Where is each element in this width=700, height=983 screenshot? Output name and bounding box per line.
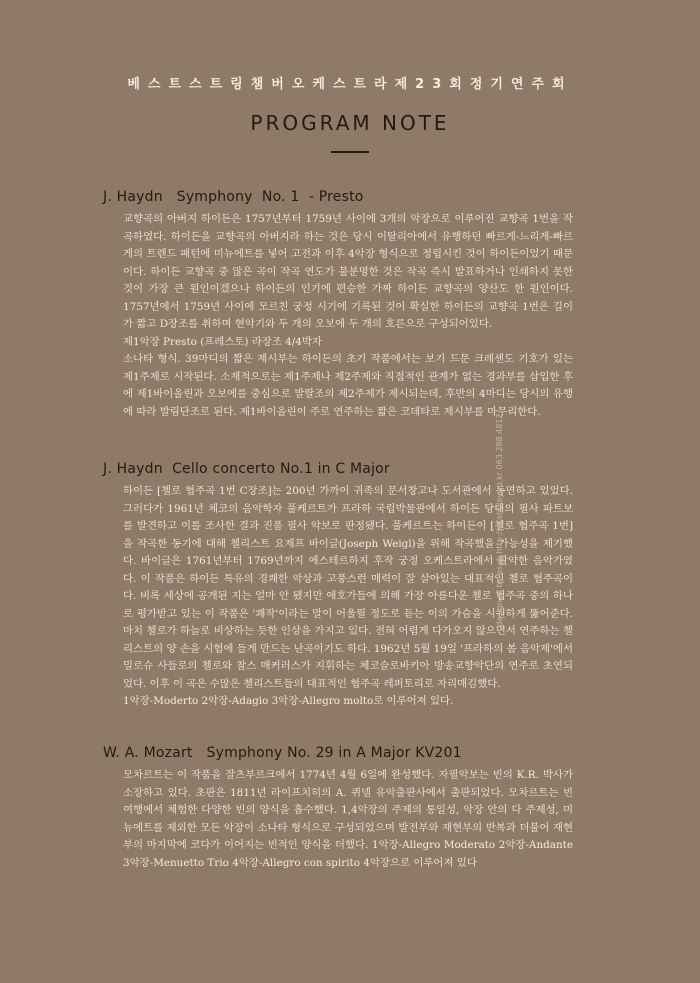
paragraph: 하이든 [첼로 협주곡 1번 C장조]는 200년 가까이 귀족의 문서창고나 도서관에서 동면하고 있었다. 그러다가 1961년 체코의 음악학자 풀케르트가 프라하 국립박물관에서 하이든 당대의 필사 파트보를 발견하고 이를 조사한 결과 진품 필사 악보로 판정됐다. 풀케르트는 하이든이 [첼로 협주곡 1번]을 작곡한 동기에 대해 첼리스트 요제프 바이글(Joseph Weigl)을 위해 작곡했을 가능성을 제기했다. 바이글은 1761년부터 1769년까지 에스테르하지 후작 궁정 오케스트라에서 활약한 음악가였다. 이 작품은 하이든 특유의 경쾌한 악상과 고풍스런 매력이 잘 살아있는 대표적인 첼로 협주곡이다. 비록 세상에 공개된 지는 얼마 안 됐지만 애호가들에 의해 가장 아름다운 첼로 협주곡 중의 하나로 평가받고 있는 이 작품은 '쾌작'이라는 말이 어울릴 정도로 듣는 이의 가슴을 시원하게 뚫어준다. 마치 첼로가 하늘로 비상하는 듯한 인상을 가지고 있다. 전혀 어렵게 다가오지 않으면서 연주하는 첼리스트의 양 손을 시험에 들게 만드는 난곡이기도 하다. 1962년 5월 19일 '프라하의 봄 음악제'에서 밀로슈 사들로의 첼로와 찰스 매커러스가 지휘하는 체코슬로바키아 방송교향악단의 연주로 초연되었다. 이후 이 곡은 수많은 첼리스트들의 대표적인 협주곡 레퍼토리로 자리매김했다. xyxy=(123,485,573,690)
section-body xyxy=(123,483,573,711)
section-body xyxy=(123,211,573,421)
section-heading: W. A. Mozart Symphony No. 29 in A Major KV201 xyxy=(103,745,462,761)
movement-line: 제1악장 Presto (프레스토) 라장조 4/4박자 xyxy=(123,335,322,348)
section-mozart-symphony xyxy=(103,745,573,872)
title-divider xyxy=(331,151,369,153)
paragraph: 모차르트는 이 작품을 잘츠부르크에서 1774년 4월 6일에 완성했다. 자필악보는 빈의 K.R. 박사가 소장하고 있다. 초판은 1811년 라이프치히의 A. 퀴넬 유악출판사에서 출판되었다. 모차르트는 빈 여행에서 체험한 다양한 빈의 양식을 흡수했다. 1,4악장의 주제의 통일성, 악장 안의 다 주제성, 미뉴에트를 제외한 모든 악장이 소나타 형식으로 구성되었으며 발전부와 재현부의 반복과 더불어 재현부의 마지막에 코다가 이어지는 빈적인 양식을 더했다. 1악장-Allegro Moderato 2악장-Andante 3악장-Menuetto Trio 4악장-Allegro con spirito 4악장으로 이루어져 있다 xyxy=(123,769,573,869)
section-heading: J. Haydn Cello concerto No.1 in C Major xyxy=(103,461,390,477)
paragraph: 교향곡의 아버지 하이든은 1757년부터 1759년 사이에 3개의 악장으로 이루어진 교향곡 1번을 작곡하였다. 하이든을 교향곡의 아버지라 하는 것은 당시 이탈리아에서 유행하던 빠르게-느리게-빠르게의 트렌드 패턴에 미뉴에트를 넣어 고전과 이후 4악장 형식으로 정립시킨 것이 하이든이었기 때문이다. 하이든 교향곡 중 많은 곡이 작곡 연도가 불분명한 것은 작곡 즉시 발표하거나 인쇄하지 못한 것이 가장 큰 원인이겠으나 하이든의 인기에 편승한 가짜 하이든 교향곡의 양산도 한 원인이다. 1757년에서 1759년 사이에 모르친 궁정 시기에 기록된 것이 확실한 하이든의 교향곡 1번은 길이가 짧고 D장조를 취하며 현악기와 두 개의 오보에 두 개의 호른으로 구성되어있다. xyxy=(123,213,573,330)
concert-title: 베스트스트링챔버오케스트라제23회정기연주회 xyxy=(127,77,573,92)
movement-line: 1악장-Moderto 2악장-Adagio 3악장-Allegro molto로 이루어져 있다. xyxy=(123,695,454,707)
paragraph: 소나타 형식. 39마디의 짧은 제시부는 하이든의 초기 작품에서는 보기 드문 크레셴도 기호가 있는 제1주제로 시작된다. 소재적으로는 제1주제나 제2주제와 직접적인 관계가 없는 경과부를 삽입한 후에 제1바이올린과 오보에를 중심으로 발랄조의 제2주제가 제시되는데, 후반의 4마디는 당시의 유행에 따라 발림단조로 된다. 제1바이올린이 주로 연주하는 짧은 코데타로 제시부를 마무리한다. xyxy=(123,353,573,418)
section-body xyxy=(123,767,573,872)
section-heading: J. Haydn Symphony No. 1 - Presto xyxy=(103,189,364,205)
designer-credit: designed by asah http://asahplay.co.kr 063.288.4812 xyxy=(495,413,504,627)
program-note-title: PROGRAM NOTE xyxy=(250,111,450,135)
